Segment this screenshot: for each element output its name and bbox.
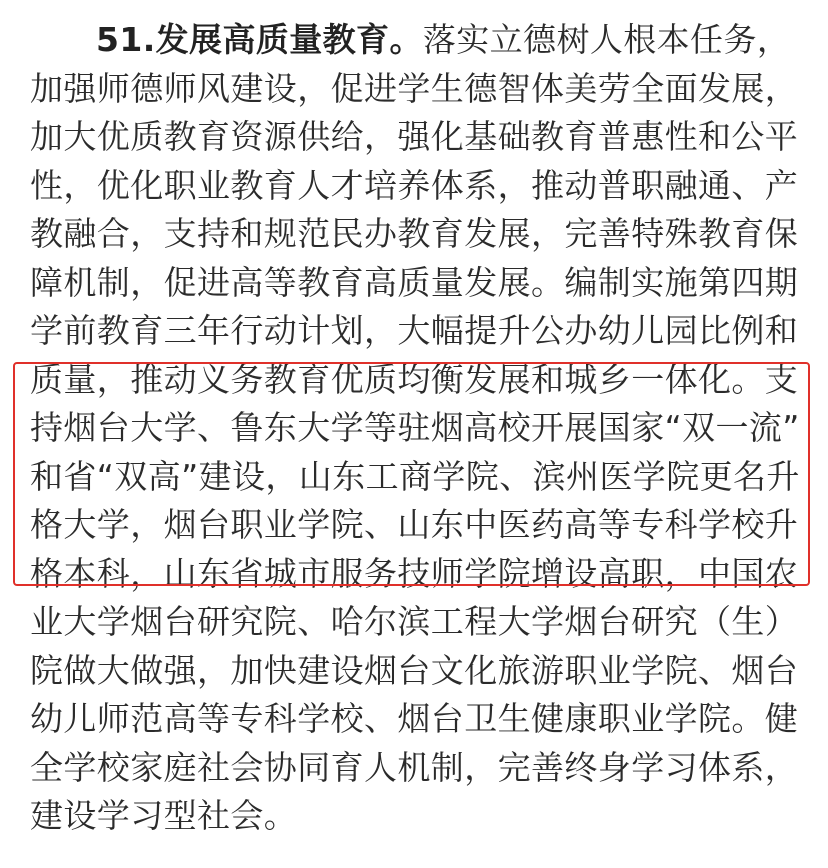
paragraph-line: 加大优质教育资源供给，强化基础教育普惠性和公平	[30, 117, 799, 156]
highlighted-line: 持烟台大学、鲁东大学等驻烟高校开展国家“双一流”	[30, 408, 800, 447]
highlighted-line: 格本科，山东省城市服务技师学院增设高职，中国农	[30, 553, 799, 593]
paragraph-line: 障机制，促进高等教育高质量发展。编制实施第四期	[30, 262, 799, 302]
paragraph-line: 幼儿师范高等专科学校、烟台卫生健康职业学院。健	[30, 699, 799, 738]
paragraph-line	[30, 16, 820, 65]
paragraph-line: 性，优化职业教育人才培养体系，推动普职融通、产	[30, 165, 799, 205]
paragraph-line: 学前教育三年行动计划，大幅提升公办幼儿园比例和	[30, 311, 799, 350]
highlighted-line: 质量，推动义务教育优质均衡发展和城乡一体化。支	[30, 359, 799, 399]
highlighted-line: 和省“双高”建设，山东工商学院、滨州医学院更名升	[30, 456, 800, 496]
highlight-box	[13, 362, 810, 586]
paragraph-line: 全学校家庭社会协同育人机制，完善终身学习体系，	[30, 747, 799, 787]
section-heading: 51.发展高质量教育。	[96, 20, 423, 59]
paragraph-line: 教融合，支持和规范民办教育发展，完善特殊教育保	[30, 214, 799, 253]
highlighted-line: 格大学，烟台职业学院、山东中医药高等专科学校升	[30, 505, 799, 544]
paragraph-line: 加强师德师风建设，促进学生德智体美劳全面发展，	[30, 68, 799, 108]
paragraph-line: 业大学烟台研究院、哈尔滨工程大学烟台研究（生）	[30, 602, 799, 641]
line-text: 落实立德树人根本任务，	[422, 20, 791, 59]
paragraph-line: 建设学习型社会。	[30, 796, 298, 835]
paragraph-line: 院做大做强，加快建设烟台文化旅游职业学院、烟台	[30, 650, 799, 690]
